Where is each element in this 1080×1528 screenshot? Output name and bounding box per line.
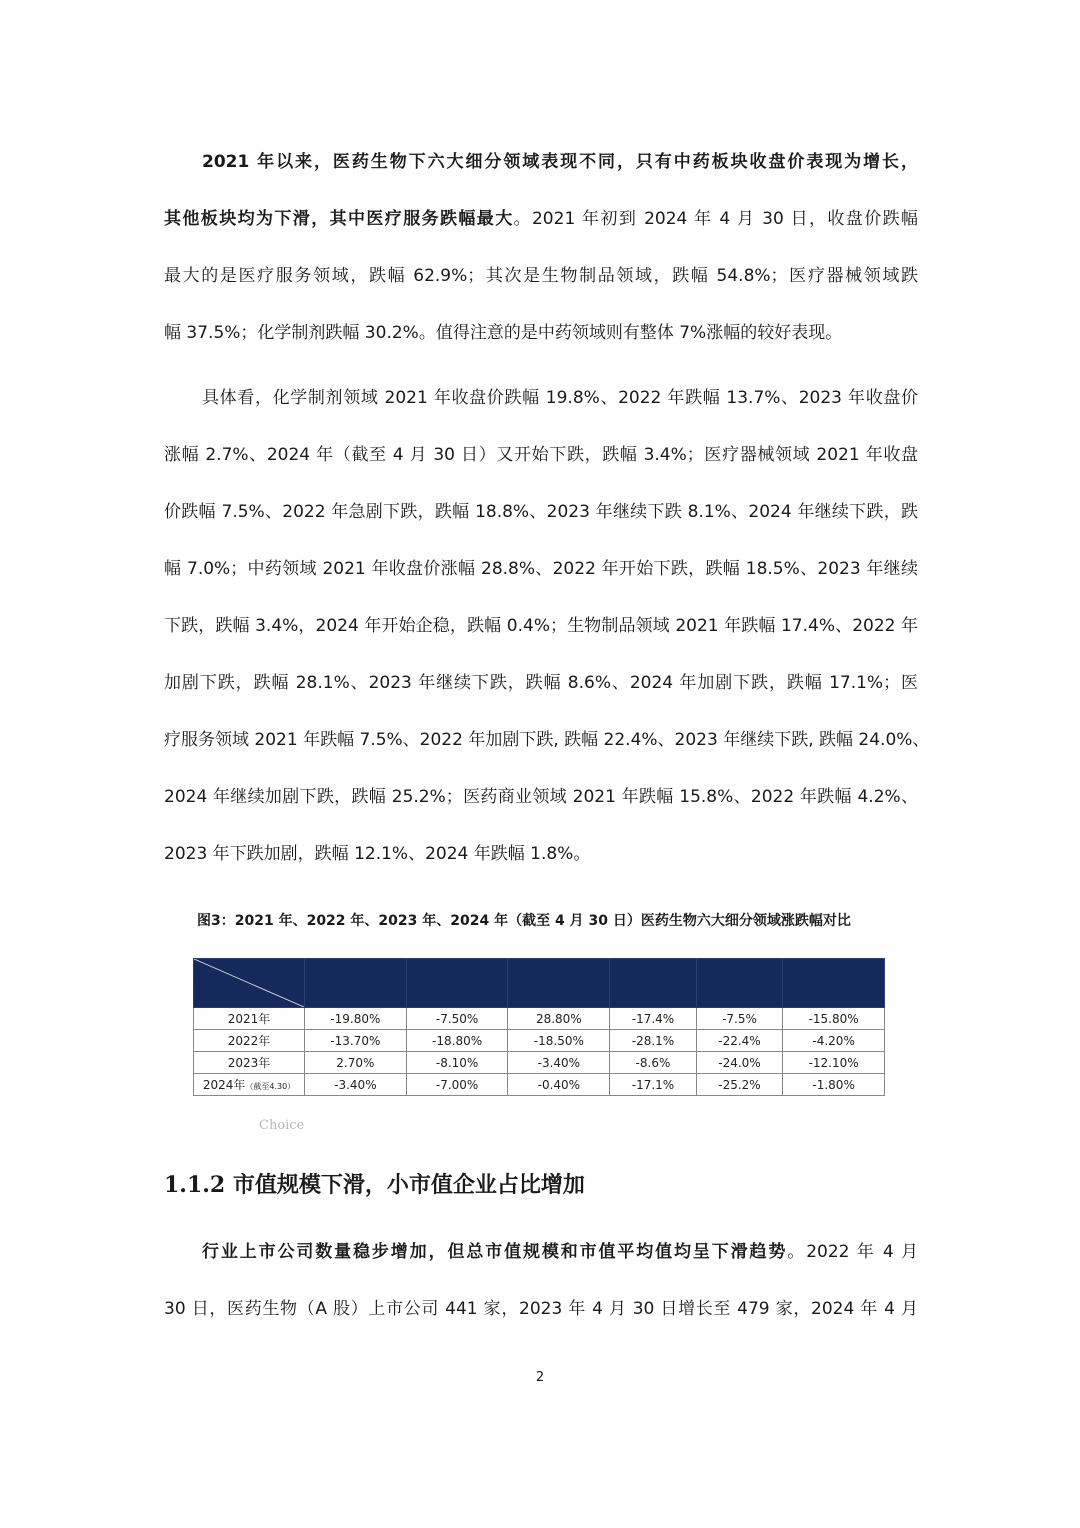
- para1-line: 幅 37.5%；化学制剂跌幅 30.2%。值得注意的是中药领域则有整体 7%涨幅的较好表现。: [164, 323, 843, 343]
- corner-cell: [194, 959, 305, 1008]
- para2-line: 价跌幅 7.5%、2022 年急剧下跌，跌幅 18.8%、2023 年继续下跌 8.1%、2024 年继续下跌，跌: [164, 502, 918, 522]
- para2-line: 2023 年下跌加剧，跌幅 12.1%、2024 年跌幅 1.8%。: [164, 844, 591, 864]
- table-cell: -15.80%: [783, 1008, 885, 1030]
- para2-line: 涨幅 2.7%、2024 年（截至 4 月 30 日）又开始下跌，跌幅 3.4%；医疗器械领域 2021 年收盘: [164, 445, 918, 465]
- para1-line-rest: 。2021 年初到 2024 年 4 月 30 日，收盘价跌幅: [513, 209, 918, 229]
- para2-line: 加剧下跌，跌幅 28.1%、2023 年继续下跌，跌幅 8.6%、2024 年加剧下跌，跌幅 17.1%；医: [164, 673, 918, 693]
- table-cell: -0.40%: [508, 1074, 610, 1096]
- para3-line-rest: 。2022 年 4 月: [787, 1242, 919, 1262]
- figure-title: 图3：2021 年、2022 年、2023 年、2024 年（截至 4 月 30 日）医药生物六大细分领域涨跌幅对比: [197, 913, 851, 929]
- table-cell: -7.50%: [406, 1008, 508, 1030]
- row-label: [194, 1074, 305, 1096]
- para3-bold-lead: 行业上市公司数量稳步增加，但总市值规模和市值平均值均呈下滑趋势: [202, 1242, 788, 1262]
- para3-line: [164, 1240, 918, 1264]
- table-header-row: [194, 959, 885, 1008]
- header-cell: [305, 959, 407, 1008]
- row-label-note: （截至4.30）: [245, 1082, 296, 1091]
- para1-line: 2021 年以来，医药生物下六大细分领域表现不同，只有中药板块收盘价表现为增长，: [202, 152, 918, 172]
- table-cell: -18.50%: [508, 1030, 610, 1052]
- table-cell: -3.40%: [508, 1052, 610, 1074]
- header-cell: [610, 959, 697, 1008]
- table-cell: -7.5%: [696, 1008, 783, 1030]
- header-cell: [696, 959, 783, 1008]
- row-label-text: 2021年: [227, 1012, 271, 1026]
- table-cell: -25.2%: [696, 1074, 783, 1096]
- table-cell: -1.80%: [783, 1074, 885, 1096]
- table-row: [194, 1052, 885, 1074]
- row-label-text: 2023年: [227, 1056, 271, 1070]
- para2-line: 疗服务领域 2021 年跌幅 7.5%、2022 年加剧下跌, 跌幅 22.4%、2023 年继续下跌, 跌幅 24.0%、: [164, 730, 930, 750]
- row-label: [194, 1008, 305, 1030]
- table-row: [194, 1030, 885, 1052]
- table-cell: -8.6%: [610, 1052, 697, 1074]
- para3-line: 30 日，医药生物（A 股）上市公司 441 家，2023 年 4 月 30 日增长至 479 家，2024 年 4 月: [164, 1299, 918, 1319]
- header-cell: [783, 959, 885, 1008]
- row-label-text: 2022年: [227, 1034, 271, 1048]
- row-label: [194, 1030, 305, 1052]
- para1-bold-lead: 其他板块均为下滑，其中医疗服务跌幅最大: [164, 209, 514, 229]
- table-cell: -18.80%: [406, 1030, 508, 1052]
- row-label: [194, 1052, 305, 1074]
- para1-line: 最大的是医疗服务领域，跌幅 62.9%；其次是生物制品领域，跌幅 54.8%；医疗器械领域跌: [164, 266, 918, 286]
- para1-line: [164, 207, 918, 231]
- table-cell: -22.4%: [696, 1030, 783, 1052]
- table-cell: 2.70%: [305, 1052, 407, 1074]
- para2-line: 具体看，化学制剂领域 2021 年收盘价跌幅 19.8%、2022 年跌幅 13.7%、2023 年收盘价: [202, 388, 918, 408]
- para2-line: 2024 年继续加剧下跌，跌幅 25.2%；医药商业领域 2021 年跌幅 15.8%、2022 年跌幅 4.2%、: [164, 787, 918, 807]
- table-cell: -8.10%: [406, 1052, 508, 1074]
- table-cell: -19.80%: [305, 1008, 407, 1030]
- table-cell: -4.20%: [783, 1030, 885, 1052]
- diagonal-line-icon: [194, 959, 304, 1007]
- table-cell: -3.40%: [305, 1074, 407, 1096]
- header-cell: [508, 959, 610, 1008]
- row-label-text: 2024年: [202, 1078, 246, 1092]
- table-cell: -13.70%: [305, 1030, 407, 1052]
- table-cell: -12.10%: [783, 1052, 885, 1074]
- table-cell: -24.0%: [696, 1052, 783, 1074]
- table-cell: 28.80%: [508, 1008, 610, 1030]
- table-cell: -7.00%: [406, 1074, 508, 1096]
- table-cell: -28.1%: [610, 1030, 697, 1052]
- section-heading: 1.1.2 市值规模下滑，小市值企业占比增加: [164, 1172, 585, 1198]
- table-row: [194, 1008, 885, 1030]
- header-cell: [406, 959, 508, 1008]
- para2-line: 下跌，跌幅 3.4%，2024 年开始企稳，跌幅 0.4%；生物制品领域 2021 年跌幅 17.4%、2022 年: [164, 616, 918, 636]
- figure-source: Choice: [259, 1118, 305, 1133]
- table-row: [194, 1074, 885, 1096]
- sector-change-table: [193, 958, 885, 1096]
- table-cell: -17.1%: [610, 1074, 697, 1096]
- table-cell: -17.4%: [610, 1008, 697, 1030]
- para2-line: 幅 7.0%；中药领域 2021 年收盘价涨幅 28.8%、2022 年开始下跌，跌幅 18.5%、2023 年继续: [164, 559, 918, 579]
- page-number: 2: [535, 1370, 545, 1385]
